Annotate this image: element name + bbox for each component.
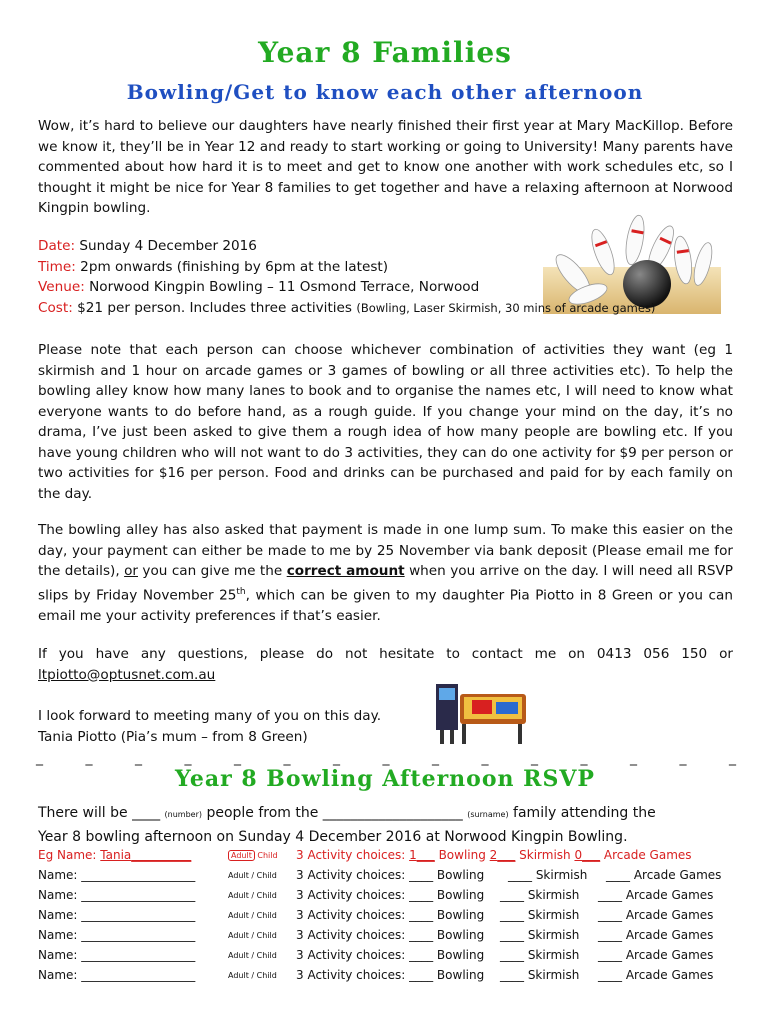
rsvp-number-hint: (number) bbox=[164, 810, 202, 819]
payment-text-4: , which can be given to my daughter Pia Piotto in 8 Green or you can email me your activity preferences if that’s easier. bbox=[38, 587, 733, 624]
payment-text-1: The bowling alley has also asked that payment is made in one lump sum. To make this easier on the day, your payment can either be made to me by 25 November via bank deposit (Please email me for the details), bbox=[38, 522, 733, 579]
example-arcade-label: Arcade Games bbox=[600, 848, 692, 862]
date-line bbox=[38, 236, 738, 257]
rsvp-adult-child[interactable]: Adult / Child bbox=[228, 871, 277, 880]
rsvp-row[interactable] bbox=[38, 868, 738, 886]
email-link[interactable]: ltpiotto@optusnet.com.au bbox=[38, 666, 216, 683]
rsvp-choices[interactable]: 3 Activity choices: ____ Bowling bbox=[296, 868, 485, 882]
payment-text-2: you can give me the bbox=[137, 563, 287, 579]
contact-text: If you have any questions, please do not hesitate to contact me on 0413 056 150 or bbox=[38, 646, 733, 662]
rsvp-text-2: people from the ____________________ bbox=[202, 805, 468, 821]
rsvp-adult-child[interactable]: Adult / Child bbox=[228, 911, 277, 920]
rsvp-name-field[interactable]: Name: ___________________ bbox=[38, 868, 196, 882]
date-label: Date: bbox=[38, 238, 76, 254]
rsvp-skirmish[interactable]: ____ Skirmish bbox=[508, 868, 588, 882]
page-subtitle: Bowling/Get to know each other afternoon bbox=[126, 80, 644, 104]
rsvp-adult-child[interactable]: Adult / Child bbox=[228, 891, 277, 900]
cost-note: (Bowling, Laser Skirmish, 30 mins of arcade games) bbox=[356, 300, 656, 315]
note-paragraph: Please note that each person can choose whichever combination of activities they want (eg 1 skirmish and 1 hour on arcade games or 3 games of bowling or all three activities etc). To help the bowling alley know how many lanes to book and to organise the names etc, I will need to know what everyone wants to do before hand, as a rough guide. If you change your mind on the day, it’s no drama, I’ve just been asked to give them a rough idea of how many people are bowling etc. If you have young children who will not want to do 3 activities, they can do one activity for $9 per person or two activities for $16 per person. Food and drinks can be purchased and paid for by each family on the day. bbox=[38, 342, 733, 502]
rsvp-intro bbox=[38, 802, 738, 848]
cut-line: _ _ _ _ _ _ _ _ _ _ _ _ _ _ _ bbox=[36, 750, 736, 766]
example-arcade-value: 0 bbox=[574, 848, 583, 862]
example-choices-label: 3 Activity choices: bbox=[296, 848, 410, 862]
rsvp-adult-child[interactable]: Adult / Child bbox=[228, 951, 277, 960]
date-value: Sunday 4 December 2016 bbox=[75, 238, 257, 254]
arcade-machine-image bbox=[432, 680, 528, 746]
venue-value: Norwood Kingpin Bowling – 11 Osmond Terrace, Norwood bbox=[84, 279, 480, 295]
rsvp-arcade[interactable]: ____ Arcade Games bbox=[598, 908, 714, 922]
rsvp-choices[interactable]: 3 Activity choices: ____ Bowling bbox=[296, 928, 485, 942]
rsvp-row[interactable] bbox=[38, 908, 738, 926]
cost-label: Cost: bbox=[38, 299, 73, 316]
rsvp-adult-child[interactable]: Adult / Child bbox=[228, 931, 277, 940]
page-title: Year 8 Families bbox=[258, 36, 512, 69]
rsvp-line-1 bbox=[38, 802, 738, 826]
rsvp-name-field[interactable]: Name: ___________________ bbox=[38, 888, 196, 902]
closing-signature: Tania Piotto (Pia’s mum – from 8 Green) bbox=[38, 728, 308, 745]
rsvp-row[interactable] bbox=[38, 928, 738, 946]
rsvp-choices[interactable]: 3 Activity choices: ____ Bowling bbox=[296, 908, 485, 922]
payment-correct-amount: correct amount bbox=[286, 563, 405, 579]
venue-line bbox=[38, 277, 738, 298]
rsvp-arcade[interactable]: ____ Arcade Games bbox=[598, 928, 714, 942]
rsvp-skirmish[interactable]: ____ Skirmish bbox=[500, 948, 580, 962]
rsvp-text-3: family attending the bbox=[508, 805, 656, 821]
rsvp-title: Year 8 Bowling Afternoon RSVP bbox=[175, 766, 595, 792]
example-skirmish-value: 2 bbox=[489, 848, 498, 862]
rsvp-surname-hint: (surname) bbox=[467, 810, 509, 819]
rsvp-row[interactable] bbox=[38, 888, 738, 906]
payment-sup: th bbox=[236, 586, 246, 597]
rsvp-adult-child[interactable]: Adult / Child bbox=[228, 971, 277, 980]
rsvp-skirmish[interactable]: ____ Skirmish bbox=[500, 908, 580, 922]
example-adult-circled: Adult bbox=[228, 850, 255, 861]
example-bowling-label: Bowling bbox=[434, 848, 490, 862]
example-name: Eg Name: Tania__________ bbox=[38, 848, 192, 862]
rsvp-skirmish[interactable]: ____ Skirmish bbox=[500, 968, 580, 982]
rsvp-arcade[interactable]: ____ Arcade Games bbox=[598, 968, 714, 982]
rsvp-choices[interactable]: 3 Activity choices: ____ Bowling bbox=[296, 948, 485, 962]
intro-paragraph: Wow, it’s hard to believe our daughters have nearly finished their first year at Mary MacKillop. Before we know it, they’ll be in Year 12 and ready to start working or going to University! Many parents have commented about how hard it is to meet and get to know one another with work schedules etc, so I thought it might be nice for Year 8 families to get together and have a relaxing afternoon at Norwood Kingpin bowling. bbox=[38, 118, 733, 216]
rsvp-choices[interactable]: 3 Activity choices: ____ Bowling bbox=[296, 968, 485, 982]
time-label: Time: bbox=[38, 258, 76, 275]
contact-paragraph bbox=[38, 644, 733, 685]
rsvp-name-field[interactable]: Name: ___________________ bbox=[38, 928, 196, 942]
rsvp-name-field[interactable]: Name: ___________________ bbox=[38, 968, 196, 982]
payment-text-3: when you arrive on the day. I will need all RSVP slips by Friday November 25 bbox=[38, 563, 733, 604]
event-details bbox=[38, 236, 738, 318]
rsvp-skirmish[interactable]: ____ Skirmish bbox=[500, 928, 580, 942]
rsvp-text-1: There will be ____ bbox=[38, 805, 165, 821]
time-value: 2pm onwards (finishing by 6pm at the latest) bbox=[75, 258, 389, 275]
cost-value: $21 per person. Includes three activities bbox=[72, 299, 357, 316]
payment-or: or bbox=[124, 563, 138, 579]
rsvp-name-field[interactable]: Name: ___________________ bbox=[38, 948, 196, 962]
example-bowling-value: 1 bbox=[409, 848, 417, 862]
cost-line bbox=[38, 298, 738, 319]
rsvp-choices[interactable]: 3 Activity choices: ____ Bowling bbox=[296, 888, 485, 902]
time-line bbox=[38, 257, 738, 278]
example-name-value: Tania bbox=[100, 848, 132, 862]
example-row bbox=[38, 848, 738, 866]
closing bbox=[38, 706, 438, 747]
closing-line-1: I look forward to meeting many of you on this day. bbox=[38, 708, 382, 724]
rsvp-arcade[interactable]: ____ Arcade Games bbox=[606, 868, 722, 882]
rsvp-arcade[interactable]: ____ Arcade Games bbox=[598, 948, 714, 962]
example-child: Child bbox=[254, 851, 278, 860]
rsvp-line-2: Year 8 bowling afternoon on Sunday 4 December 2016 at Norwood Kingpin Bowling. bbox=[38, 829, 628, 845]
example-skirmish-label: Skirmish bbox=[515, 848, 575, 862]
rsvp-row[interactable] bbox=[38, 968, 738, 986]
rsvp-arcade[interactable]: ____ Arcade Games bbox=[598, 888, 714, 902]
example-adult-child bbox=[228, 851, 278, 860]
example-choices: 3 Activity choices: 1___ Bowling 2___ Skirmish 0___ Arcade Games bbox=[296, 848, 692, 862]
rsvp-skirmish[interactable]: ____ Skirmish bbox=[500, 888, 580, 902]
venue-label: Venue: bbox=[38, 279, 85, 295]
rsvp-name-field[interactable]: Name: ___________________ bbox=[38, 908, 196, 922]
payment-paragraph bbox=[38, 520, 733, 626]
rsvp-row[interactable] bbox=[38, 948, 738, 966]
example-name-label: Eg Name: bbox=[38, 848, 97, 862]
